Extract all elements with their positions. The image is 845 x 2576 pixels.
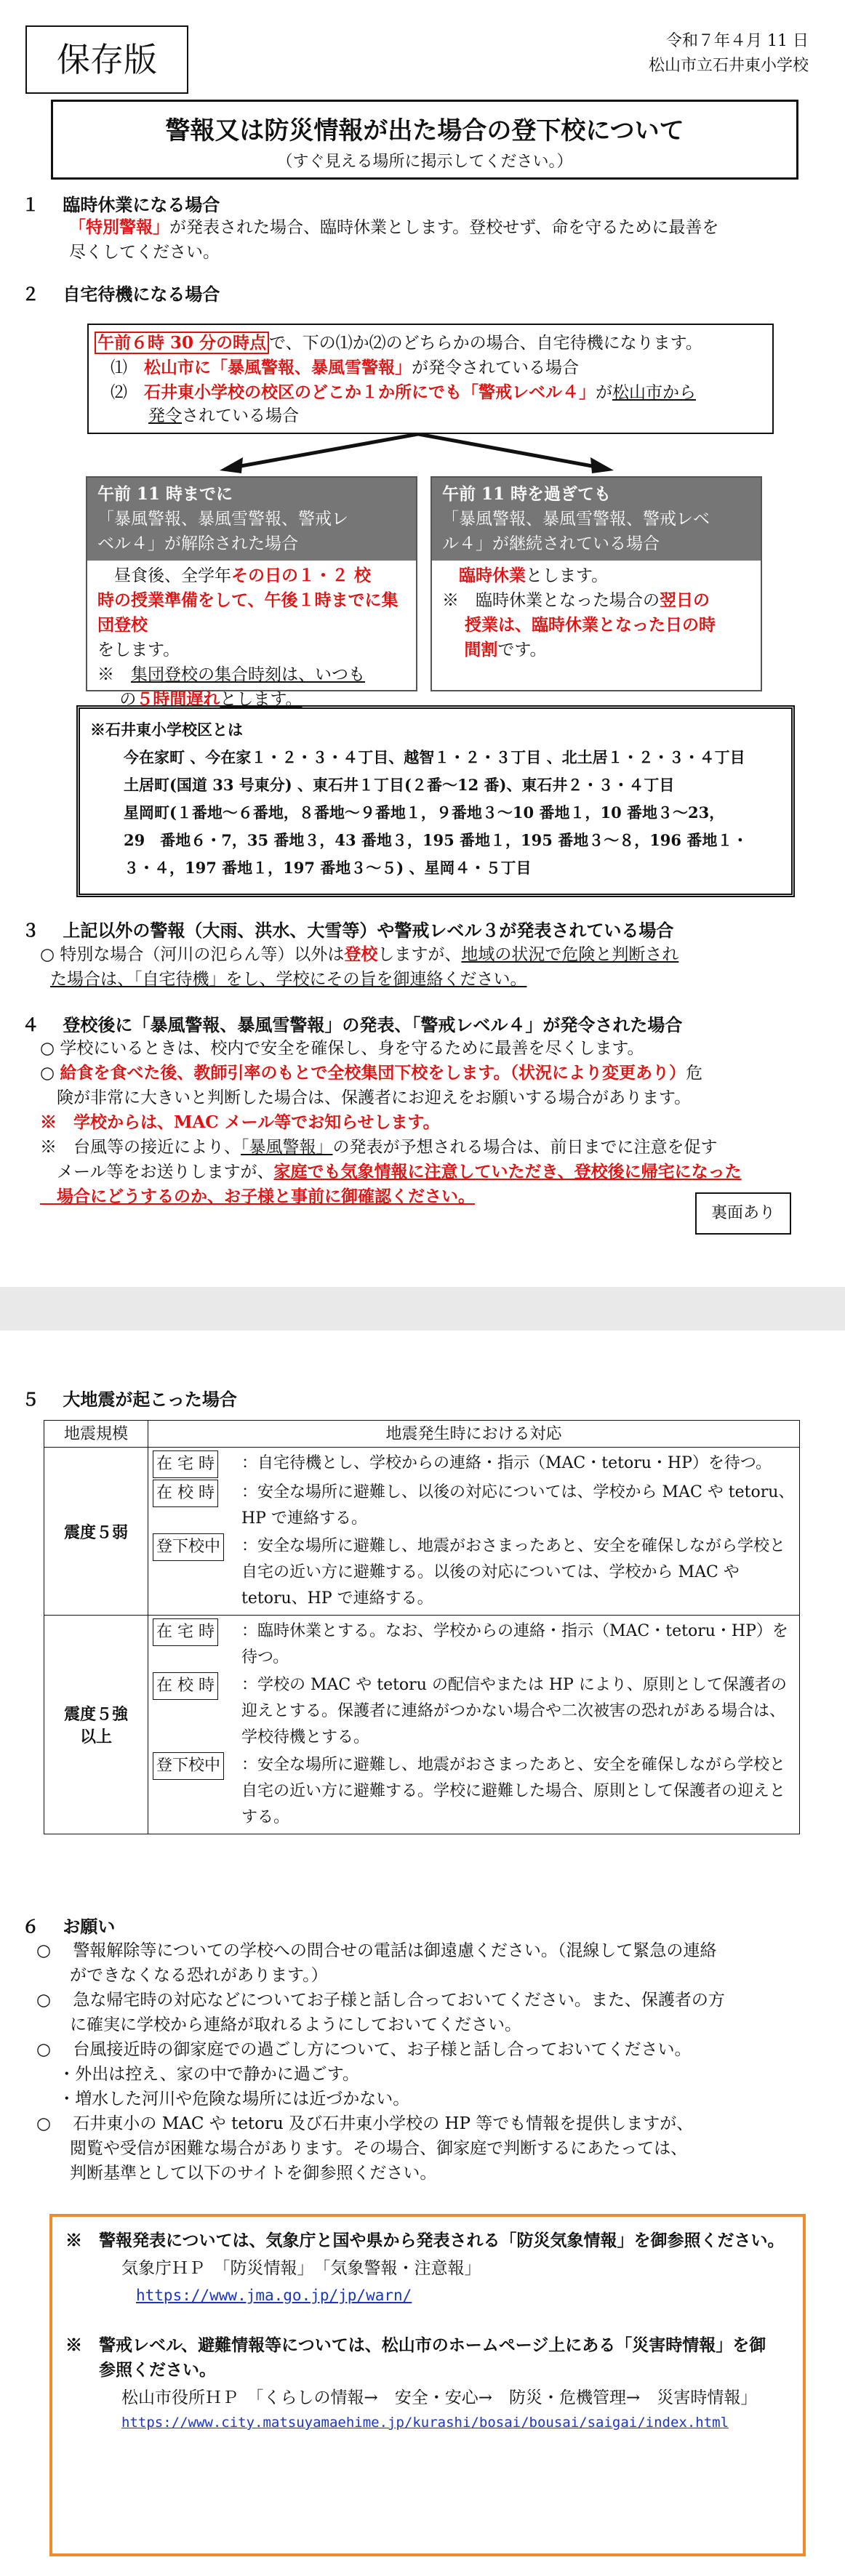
section2-heading: ２ 自宅待機になる場合: [22, 284, 220, 305]
arrow-left-line: [233, 434, 418, 468]
list-item: 在 宅 時 ：臨時休業とする。なお、学校からの連絡・指示（MAC・tetoru・HP）を待つ。: [153, 1618, 795, 1671]
response-cell: [148, 1448, 800, 1616]
page-front: [0, 0, 845, 1287]
arrow-left-head: [220, 457, 243, 473]
case-continued-header: 午前 11 時を過ぎても 「暴風警報、暴風雪警報、警戒レベ ル４」が継続されている場合: [432, 478, 761, 561]
page-title: 警報又は防災情報が出た場合の登下校について: [165, 116, 684, 145]
page-subtitle: （すぐ見える場所に掲示してください。）: [276, 153, 573, 171]
title-box: [51, 100, 798, 180]
back-side-note: 裏面あり: [695, 1192, 791, 1235]
section3-heading: ３ 上記以外の警報（大雨、洪水、大雪等）や警戒レベル３が発表されている場合: [22, 920, 674, 941]
district-line-4: 29 番地６・7，35 番地３，43 番地３，195 番地１，195 番地３～８，196 番地１・: [124, 831, 748, 849]
alert-note: ※ 警戒レベル、避難情報等については、松山市のホームページ上にある「災害時情報」を御: [65, 2335, 766, 2355]
list-item: 在 宅 時 ：自宅待機とし、学校からの連絡・指示（MAC・tetoru・HP）を待つ。: [153, 1450, 795, 1478]
case-cleared-panel: [86, 476, 417, 709]
condition-1: ⑴ 松山市に「暴風警報、暴風雪警報」が発令されている場合: [111, 358, 579, 377]
district-line-1: 今在家町 、今在家１・２・３・４丁目、越智１・２・３丁目 、北土居１・２・３・４丁目: [124, 748, 745, 766]
list-item: 登下校中 ：安全な場所に避難し、地震がおさまったあと、安全を確保しながら学校と自宅の近い方に避難する。学校に避難した場合、原則として保護者の迎えとする。: [153, 1752, 795, 1831]
section5-heading: ５ 大地震が起こった場合: [22, 1389, 237, 1410]
standby-condition-box: [87, 324, 774, 434]
section4-body: ○ 学校にいるときは、校内で安全を確保し、身を守るために最善を尽くします。 ○ 給食を食べた後、教師引率のもとで全校集団下校をします。（状況により変更あり）危 険が非常に大きいと判断した場合は、保護者にお迎えをお願いする場合があります。 ※ 学校からは、MAC メール等でお知らせします。 ※ 台風等の接近により、「暴風警報」の発表が予想される場合は、前日までに注意を促す メール等をお送りしますが、家庭でも気象情報に注意していただき、登校後に帰宅になった 場合にどうするのか、お子様と事前に御確認ください。: [40, 1039, 742, 1206]
section4-heading: ４ 登校後に「暴風警報、暴風雪警報」の発表、「警戒レベル４」が発令された場合: [22, 1014, 683, 1035]
case-cleared-body: 昼食後、全学年その日の１・２ 校 時の授業準備をして、午後１時までに集団登校 をします。 ※ 集団登校の集合時刻は、いつも の５時間遅れとします。: [97, 566, 399, 709]
school-name: 松山市立石井東小学校: [648, 57, 809, 75]
condition-2: ⑵ 石井東小学校の校区のどこか１か所にでも「警戒レベル４」が松山市から: [111, 382, 696, 402]
section6-heading: ６ お願い: [22, 1916, 116, 1937]
city-path: 松山市役所ＨＰ 「くらしの情報→ 安全・安心→ 防災・危機管理→ 災害時情報」: [121, 2388, 758, 2407]
list-item: 在 校 時 ：学校の MAC や tetoru の配信やまたは HP により、原則として保護者の迎えとする。保護者に連絡がつかない場合や二次被害の恐れがある場合は、学校待機とする。: [153, 1672, 795, 1751]
section3-body: ○ 特別な場合（河川の氾らん等）以外は登校しますが、地域の状況で危険と判断され た場合は、「自宅待機」をし、学校にその旨を御連絡ください。: [40, 944, 679, 989]
case-continued-panel: [430, 476, 762, 691]
city-link-row: [52, 2415, 803, 2431]
table-row: [44, 1616, 800, 1834]
condition-2-cont: 発令されている場合: [148, 406, 299, 425]
jma-link-row: [52, 2287, 803, 2304]
column-header-response: 地震発生時における対応: [148, 1421, 800, 1448]
scale-cell: 震度５弱: [44, 1448, 148, 1616]
district-line-2: 土居町(国道 33 号東分) 、東石井１丁目(２番～12 番)、東石井２・３・４丁目: [124, 776, 675, 794]
reference-sites-box: [49, 2214, 806, 2556]
weather-note: ※ 警報発表については、気象庁と国や県から発表される「防災気象情報」を御参照ください。: [65, 2231, 785, 2250]
district-line-3: 星岡町(１番地～６番地，８番地～９番地１，９番地３～10 番地１，10 番地３～23，: [124, 803, 725, 822]
alert-note-cont: 参照ください。: [65, 2360, 216, 2380]
jma-path: 気象庁ＨＰ 「防災情報」 「気象警報・注意報」: [121, 2259, 481, 2278]
column-header-scale: 地震規模: [44, 1421, 148, 1448]
list-item: 在 校 時 ：安全な場所に避難し、以後の対応については、学校から MAC や tetoru、HP で連絡する。: [153, 1480, 795, 1532]
date-block: [649, 29, 809, 79]
district-title: ※石井東小学校区とは: [90, 721, 243, 739]
case-continued-body: 臨時休業とします。 ※ 臨時休業となった場合の翌日の 授業は、臨時休業となった日の時 間割です。: [442, 566, 716, 659]
table-row: [44, 1448, 800, 1616]
arrow-right-head: [590, 457, 614, 473]
jma-link[interactable]: https://www.jma.go.jp/jp/warn/: [136, 2287, 412, 2304]
earthquake-table: [44, 1420, 800, 1834]
preserve-stamp: 保存版: [25, 25, 188, 94]
standby-intro: 午前６時 30 分の時点 で、下の⑴か⑵のどちらかの場合、自宅待機になります。: [95, 331, 702, 356]
list-item: 登下校中 ：安全な場所に避難し、地震がおさまったあと、安全を確保しながら学校と自宅の近い方に避難する。以後の対応については、学校から MAC や tetoru、HP で連絡する。: [153, 1533, 795, 1612]
city-link[interactable]: https://www.city.matsuyamaehime.jp/kurashi/bosai/bousai/saigai/index.html: [121, 2415, 729, 2431]
issue-date: 令和７年４月 11 日: [666, 32, 809, 50]
scale-cell: 震度５強以上: [44, 1616, 148, 1834]
section1-heading: １ 臨時休業になる場合: [22, 194, 220, 215]
section6-body: ○ 警報解除等についての学校への問合せの電話は御遠慮ください。（混線して緊急の連絡 ができなくなる恐れがあります。） ○ 急な帰宅時の対応などについてお子様と話し合っておいてください。また、保護者の方 に確実に学校から連絡が取れるようにしておいてください。 ○ 台風接近時の御家庭での過ごし方について、お子様と話し合っておいてください。 ・外出は控え、家の中で静かに過ごす。 ・増水した河川や危険な場所には近づかない。 ○ 石井東小の MAC や tetoru 及び石井東小学校の HP 等でも情報を提供しますが、 閲覧や受信が困難な場合があります。その場合、御家庭で判断するにあたっては、 判断基準として以下のサイトを御参照ください。: [36, 1941, 725, 2183]
case-cleared-header: 午前 11 時までに 「暴風警報、暴風雪警報、警戒レ ベル４」が解除された場合: [87, 478, 416, 561]
table-header-row: [44, 1421, 800, 1448]
branch-arrows: [182, 433, 647, 476]
district-line-5: ３・４，197 番地１，197 番地３～５) 、星岡４・５丁目: [124, 859, 532, 877]
arrow-right-line: [418, 434, 600, 468]
school-district-box: [76, 705, 795, 897]
response-cell: [148, 1616, 800, 1834]
section1-body: 「特別警報」が発表された場合、臨時休業とします。登校せず、命を守るために最善を 尽くしてください。: [69, 217, 719, 262]
